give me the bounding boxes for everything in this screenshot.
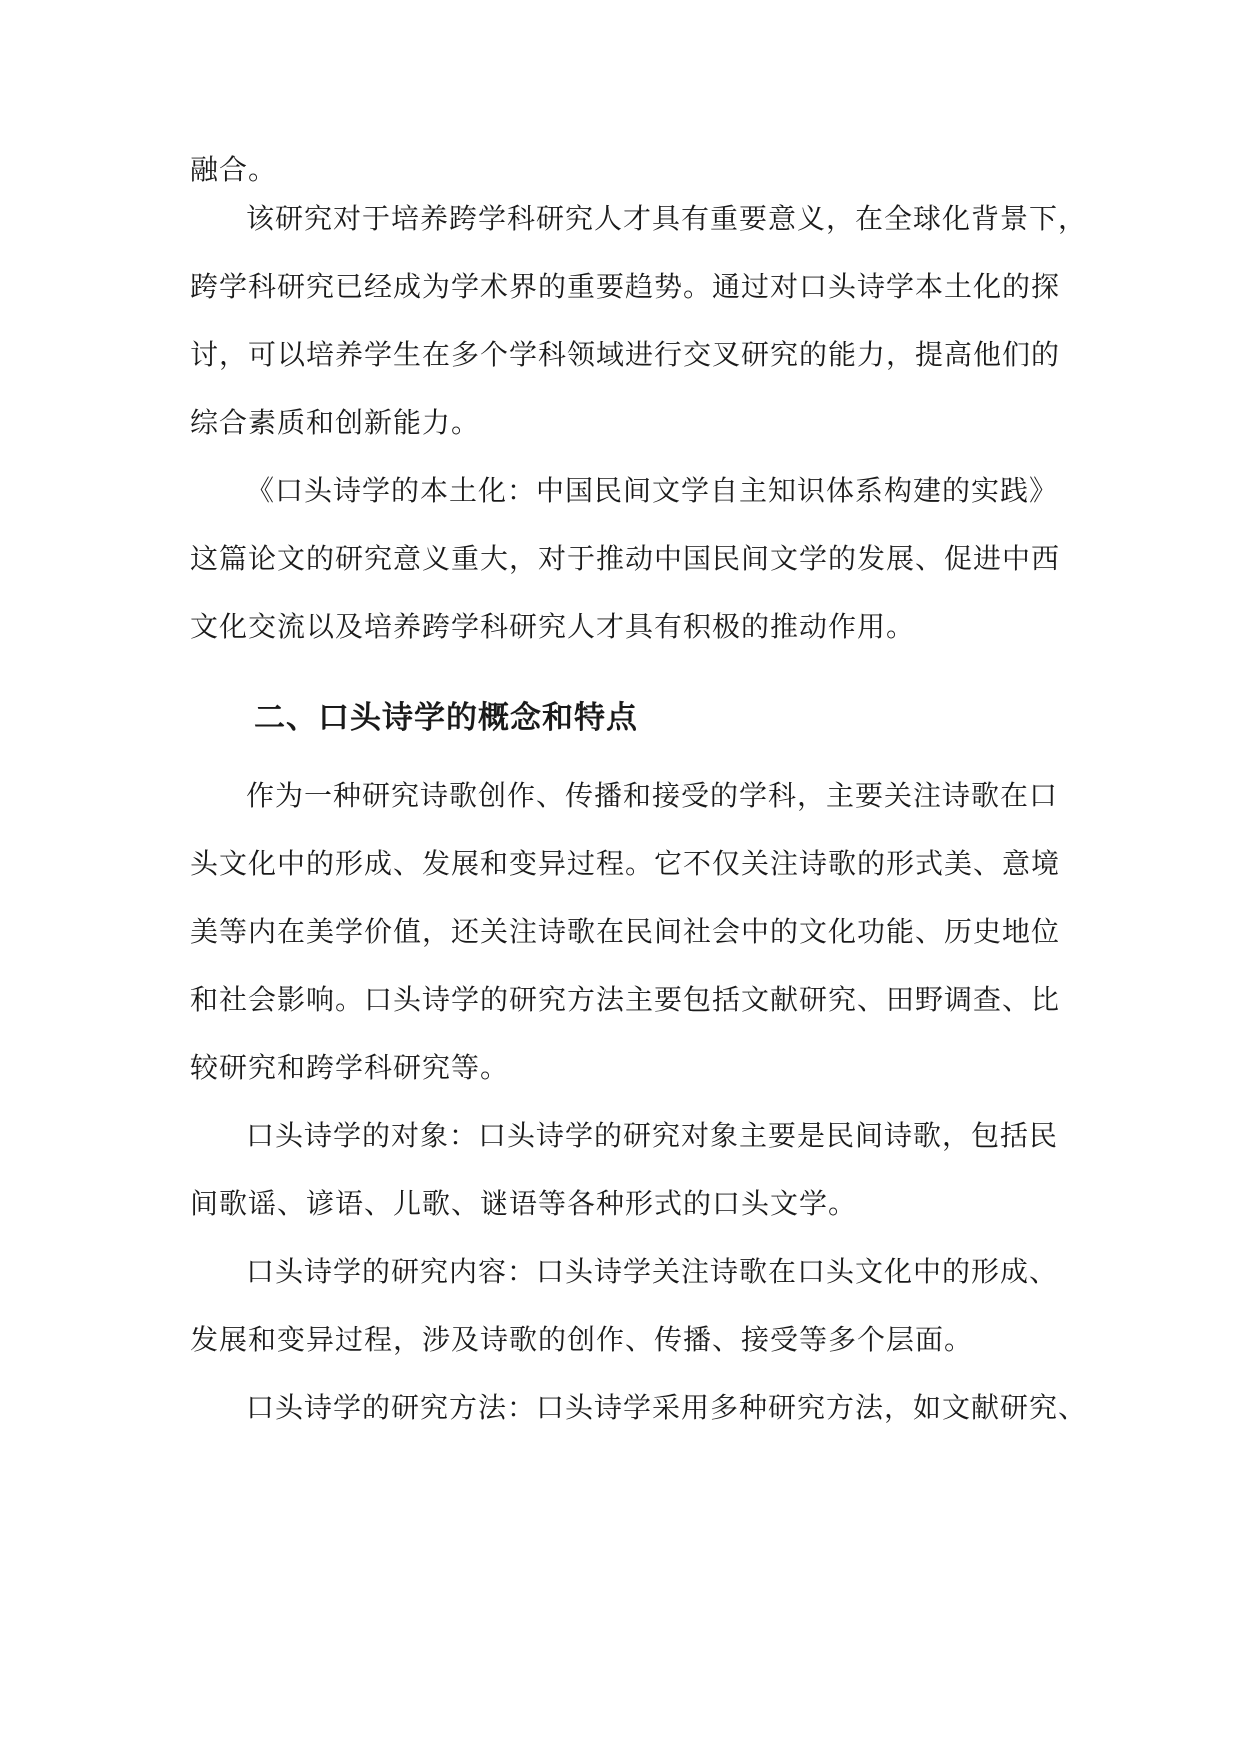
paragraph-line: 口头诗学的对象：口头诗学的研究对象主要是民间诗歌，包括民 (246, 1119, 1059, 1152)
paragraph-line: 讨，可以培养学生在多个学科领域进行交叉研究的能力，提高他们的 (190, 338, 1061, 371)
paragraph-line: 跨学科研究已经成为学术界的重要趋势。通过对口头诗学本土化的探 (190, 270, 1061, 303)
paragraph-line: 较研究和跨学科研究等。 (190, 1051, 510, 1084)
paragraph-line: 综合素质和创新能力。 (190, 406, 481, 439)
section-heading: 二、口头诗学的概念和特点 (254, 700, 638, 736)
paragraph-line: 作为一种研究诗歌创作、传播和接受的学科，主要关注诗歌在口 (246, 779, 1059, 812)
paragraph-line: 美等内在美学价值，还关注诗歌在民间社会中的文化功能、历史地位 (190, 915, 1061, 948)
paragraph-line: 这篇论文的研究意义重大，对于推动中国民间文学的发展、促进中西 (190, 542, 1061, 575)
paragraph-line: 间歌谣、谚语、儿歌、谜语等各种形式的口头文学。 (190, 1187, 858, 1220)
paragraph-line: 头文化中的形成、发展和变异过程。它不仅关注诗歌的形式美、意境 (190, 847, 1061, 880)
paragraph-line: 《口头诗学的本土化：中国民间文学自主知识体系构建的实践》 (246, 474, 1059, 507)
paragraph-line: 发展和变异过程，涉及诗歌的创作、传播、接受等多个层面。 (190, 1323, 974, 1356)
paragraph-line: 文化交流以及培养跨学科研究人才具有积极的推动作用。 (190, 610, 916, 643)
paragraph-line: 融合。 (190, 153, 278, 186)
paragraph-line: 和社会影响。口头诗学的研究方法主要包括文献研究、田野调查、比 (190, 983, 1061, 1016)
paragraph-line: 该研究对于培养跨学科研究人才具有重要意义，在全球化背景下， (246, 202, 1088, 235)
paragraph-line: 口头诗学的研究方法：口头诗学采用多种研究方法，如文献研究、 (246, 1391, 1088, 1424)
paragraph-line: 口头诗学的研究内容：口头诗学关注诗歌在口头文化中的形成、 (246, 1255, 1059, 1288)
